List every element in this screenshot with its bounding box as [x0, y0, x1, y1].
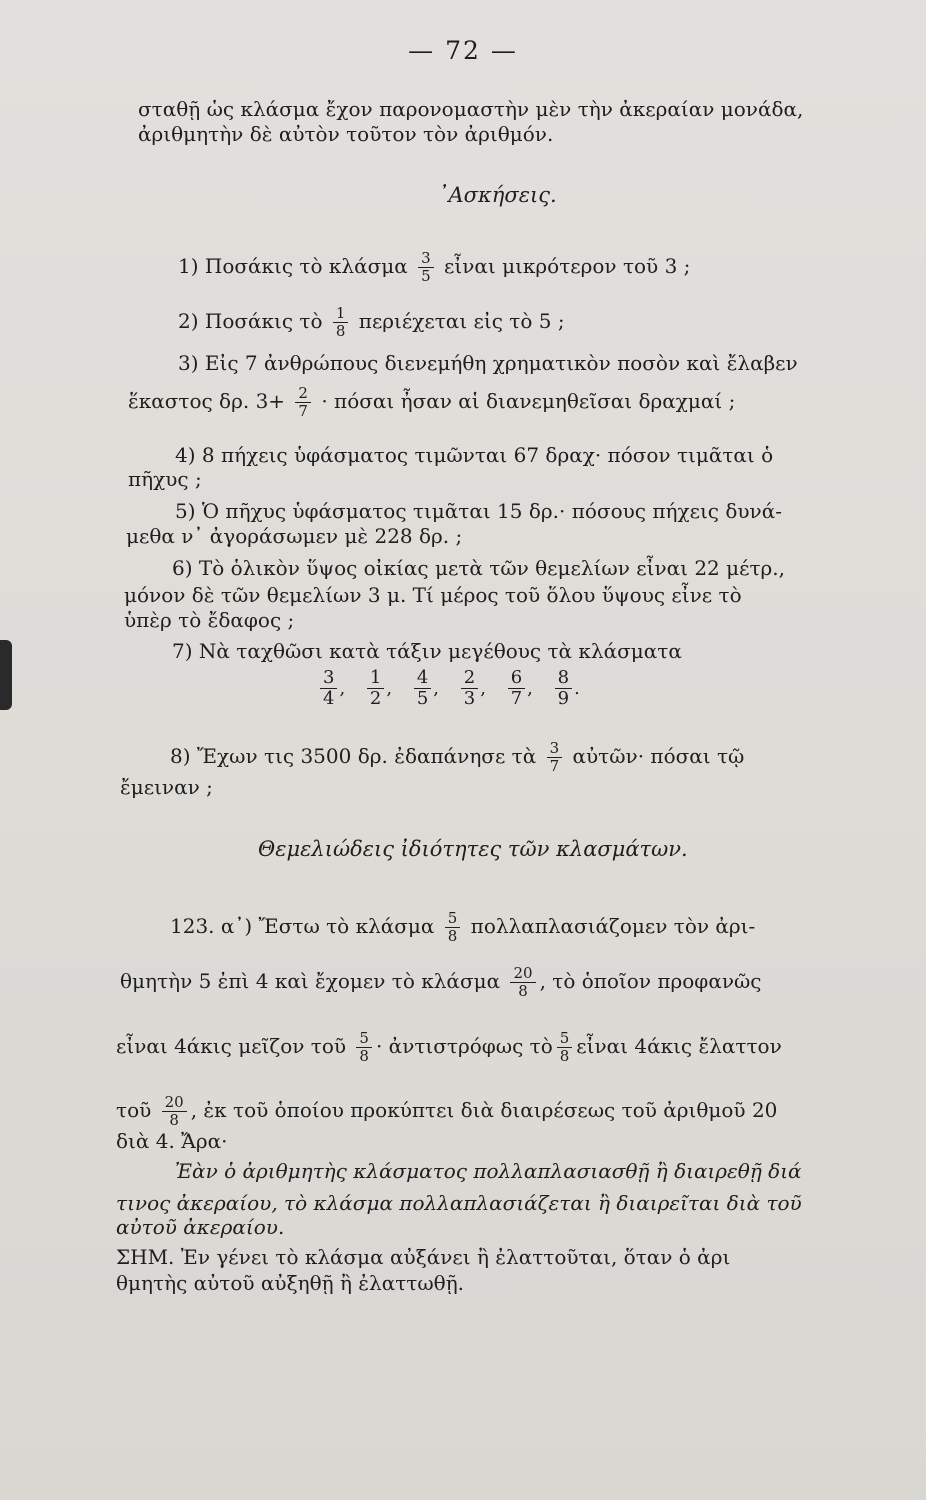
- fraction: $\frac{3}{7}$: [547, 740, 563, 775]
- exercise-8-text: 8) Ἔχων τις 3500 δρ. ἐδαπάνησε τὰ: [170, 744, 537, 768]
- fraction: $\frac{1}{2}$: [367, 668, 384, 709]
- exercise-5-line-2: μεθα ν᾿ ἀγοράσωμεν μὲ 228 δρ. ;: [126, 524, 463, 548]
- fraction: $\frac{1}{8}$: [333, 305, 349, 340]
- fraction: $\frac{5}{8}$: [557, 1030, 573, 1065]
- fraction: $\frac{5}{8}$: [445, 910, 461, 945]
- exercise-7-line-1: 7) Νὰ ταχθῶσι κατὰ τάξιν μεγέθους τὰ κλάσματα: [172, 639, 682, 663]
- fraction-list: $\frac{3}{4}$ , $\frac{1}{2}$ , $\frac{4}{5}$ , $\frac{2}{3}$ , $\frac{6}{7}$ , $\frac{8}{9}$ .: [318, 668, 594, 709]
- exercise-3-line-1: 3) Εἰς 7 ἀνθρώπους διενεμήθη χρηματικὸν ποσὸν καὶ ἔλαβεν: [178, 351, 798, 375]
- fraction: $\frac{4}{5}$: [414, 668, 431, 709]
- paragraph-123-line-3: εἶναι 4άκις μεῖζον τοῦ $\frac{5}{8}$ · ἀντιστρόφως τὸ $\frac{5}{8}$ εἶναι 4άκις ἔλαττον: [116, 1029, 782, 1065]
- exercise-3-line-2: [128, 385, 735, 420]
- paragraph-123-line-2: θμητὴν 5 ἐπὶ 4 καὶ ἔχομεν τὸ κλάσμα $\frac{20}{8}$ , τὸ ὁποῖον προφανῶς: [120, 964, 762, 1000]
- note-line-1: ΣΗΜ. Ἐν γένει τὸ κλάσμα αὐξάνει ἢ ἐλαττοῦται, ὅταν ὁ ἀρι: [116, 1245, 731, 1269]
- section-heading: Θεμελιώδεις ἰδιότητες τῶν κλασμάτων.: [258, 837, 688, 861]
- fraction: $\frac{5}{8}$: [356, 1030, 372, 1065]
- intro-line-2: ἀριθμητὴν δὲ αὐτὸν τοῦτον τὸν ἀριθμόν.: [138, 122, 554, 146]
- exercise-3-text-end: · πόσαι ἦσαν αἱ διανεμηθεῖσαι δραχμαί ;: [321, 389, 736, 413]
- intro-line-1: σταθῇ ὡς κλάσμα ἔχον παρονομαστὴν μὲν τὴν ἀκεραίαν μονάδα,: [138, 97, 804, 121]
- fraction: $\frac{20}{8}$: [510, 965, 535, 1000]
- fraction: $\frac{2}{7}$: [295, 385, 311, 420]
- exercise-6-line-2: μόνον δὲ τῶν θεμελίων 3 μ. Τί μέρος τοῦ ὅλου ὕψους εἶνε τὸ: [124, 583, 742, 607]
- exercise-2: [178, 305, 565, 340]
- rule-line-3: αὐτοῦ ἀκεραίου.: [116, 1215, 285, 1239]
- exercise-1-text-end: εἶναι μικρότερον τοῦ 3 ;: [444, 254, 691, 278]
- page-number: — 72 —: [408, 36, 518, 65]
- fraction: $\frac{3}{5}$: [418, 250, 434, 285]
- exercise-1-text: 1) Ποσάκις τὸ κλάσμα: [178, 254, 408, 278]
- paragraph-123-line-4: τοῦ $\frac{20}{8}$ , ἐκ τοῦ ὁποίου προκύπτει διὰ διαιρέσεως τοῦ ἀριθμοῦ 20: [116, 1093, 778, 1129]
- exercise-2-text: 2) Ποσάκις τὸ: [178, 309, 323, 333]
- fraction: $\frac{2}{3}$: [461, 668, 478, 709]
- note-line-2: θμητὴς αὐτοῦ αὐξηθῇ ἢ ἐλαττωθῇ.: [116, 1271, 465, 1295]
- exercise-3-text: ἕκαστος δρ. 3+: [128, 389, 286, 413]
- exercise-2-text-end: περιέχεται εἰς τὸ 5 ;: [358, 309, 565, 333]
- exercise-4-line-1: 4) 8 πήχεις ὑφάσματος τιμῶνται 67 δραχ· πόσον τιμᾶται ὁ: [175, 443, 774, 467]
- fraction: $\frac{20}{8}$: [162, 1094, 187, 1129]
- exercise-8-line-2: ἔμειναν ;: [120, 775, 213, 799]
- exercise-6-line-3: ὑπὲρ τὸ ἔδαφος ;: [124, 608, 295, 632]
- fraction: $\frac{3}{4}$: [320, 668, 337, 709]
- exercise-1: [178, 250, 690, 285]
- fraction: $\frac{6}{7}$: [508, 668, 525, 709]
- exercises-heading: ᾿Ασκήσεις.: [438, 183, 557, 207]
- paragraph-123-line-5: διὰ 4. Ἄρα·: [116, 1129, 228, 1153]
- rule-line-2: τινος ἀκεραίου, τὸ κλάσμα πολλαπλασιάζεται ἢ διαιρεῖται διὰ τοῦ: [116, 1191, 802, 1215]
- exercise-4-line-2: πῆχυς ;: [128, 467, 202, 491]
- exercise-8-text-end: αὐτῶν· πόσαι τῷ: [572, 744, 745, 768]
- exercise-6-line-1: 6) Τὸ ὁλικὸν ὕψος οἰκίας μετὰ τῶν θεμελίων εἶναι 22 μέτρ.,: [172, 556, 786, 580]
- binding-shadow: [0, 640, 12, 710]
- exercise-5-line-1: 5) Ὁ πῆχυς ὑφάσματος τιμᾶται 15 δρ.· πόσους πήχεις δυνά-: [175, 499, 782, 523]
- paragraph-123-line-1: 123. α᾿) Ἔστω τὸ κλάσμα $\frac{5}{8}$ πολλαπλασιάζομεν τὸν ἀρι-: [170, 909, 756, 945]
- exercise-8-line-1: [170, 740, 744, 775]
- rule-line-1: Ἐὰν ὁ ἀριθμητὴς κλάσματος πολλαπλασιασθῇ ἢ διαιρεθῇ διά: [175, 1159, 802, 1183]
- fraction: $\frac{8}{9}$: [555, 668, 572, 709]
